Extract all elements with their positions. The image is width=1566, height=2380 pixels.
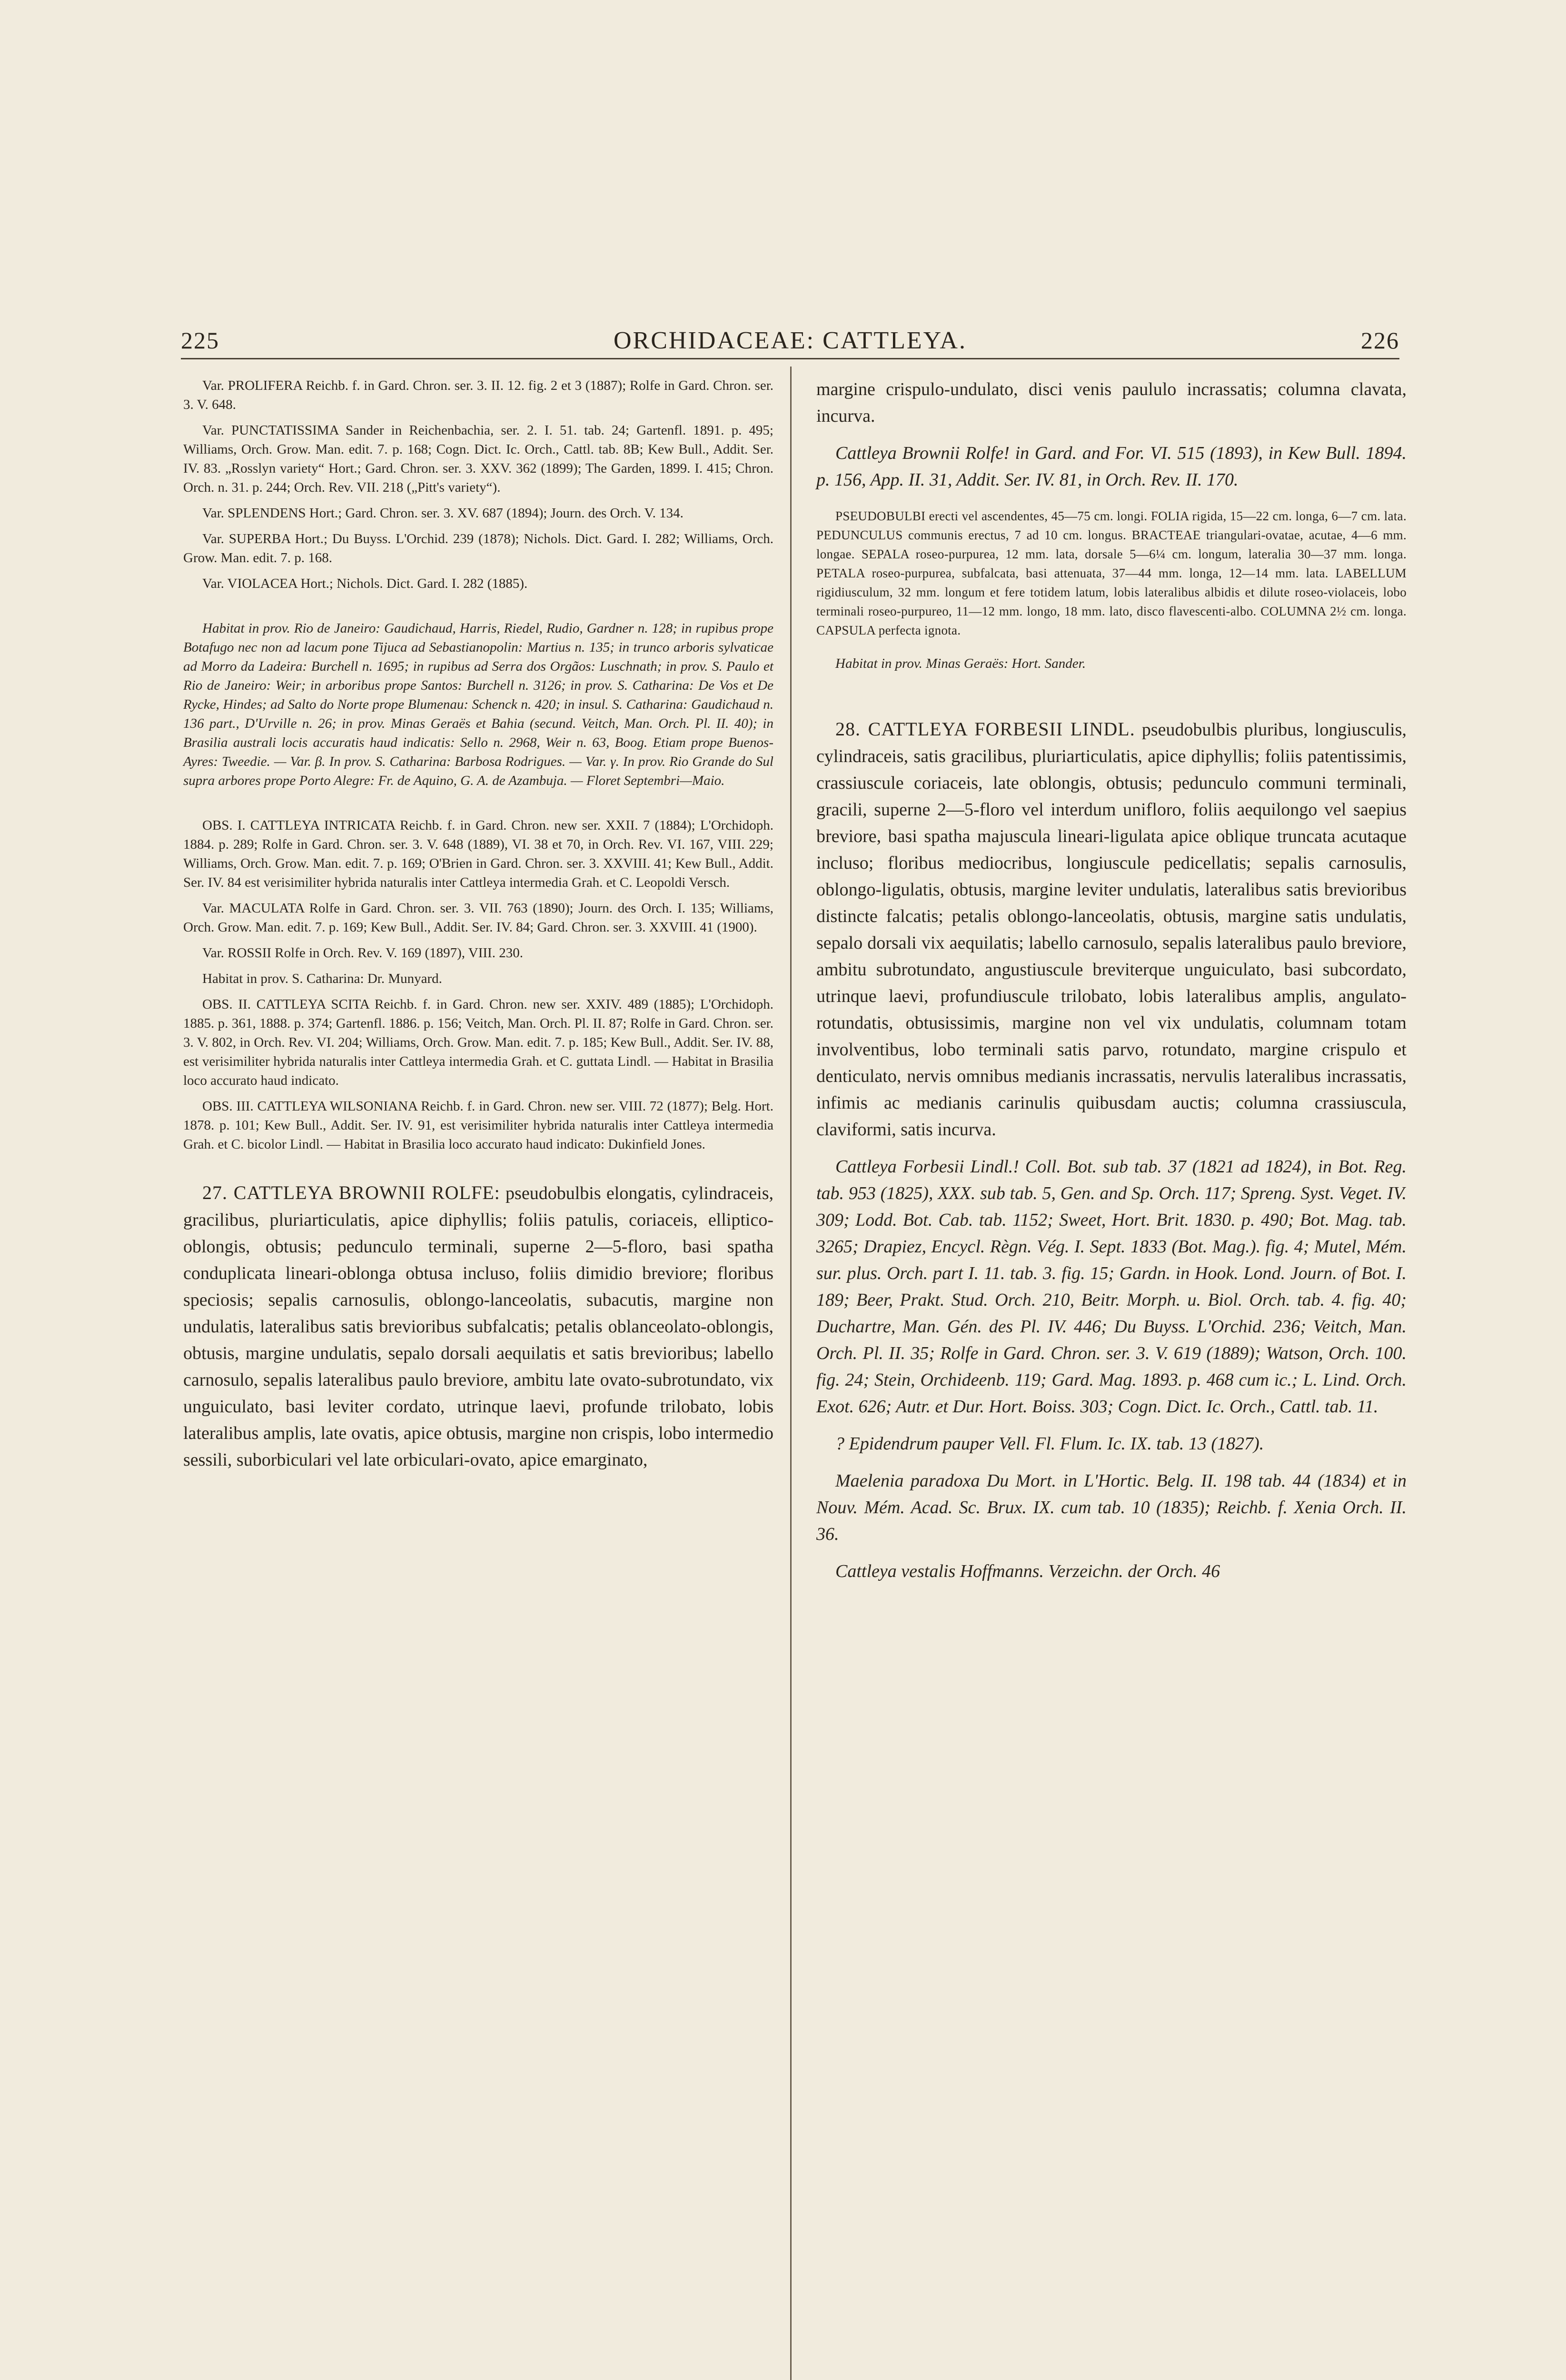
species-27-text: pseudobulbis elongatis, cylindraceis, gracilibus, pluriarticulatis, apice diphyllis; foliis patulis, coriaceis, elliptico-oblongis, obtusis; pedunculo terminali, superne 2—5-floro, basi spatha conduplicata lineari-oblonga obtusa incluso, foliis dimidio breviore; floribus speciosis; sepalis carnosulis, oblongo-lanceolatis, subacutis, margine non undulatis, lateralibus satis brevioribus subfalcatis; petalis oblanceolato-oblongis, obtusis, margine undulatis, sepalo dorsali aequilatis et satis brevioribus; labello carnosulo, sepalis lateralibus paulo breviore, ambitu late ovato-subrotundato, vix unguiculato, basi leviter cordato, utrinque laevi, profunde trilobato, lobis lateralibus amplis, late ovatis, apice obtusis, margine non crispis, lobo intermedio sessili, suborbiculari vel late orbiculari-ovato, apice emarginato, — [183, 1183, 773, 1470]
observation-1-var-maculata: Var. MACULATA Rolfe in Gard. Chron. ser. 3. VII. 763 (1890); Journ. des Orch. I. 135; Williams, Orch. Grow. Man. edit. 7. p. 169; Kew Bull., Addit. Ser. IV. 84; Gard. Chron. ser. 3. XXVIII. 41 (1900). — [183, 901, 773, 935]
spacer — [183, 1160, 773, 1180]
species-27-measurements: PSEUDOBULBI erecti vel ascendentes, 45—75 cm. longi. FOLIA rigida, 15—22 cm. longa, 6—7 cm. lata. PEDUNCULUS communis erectus, 7 ad 10 cm. longus. BRACTEAE triangulari-ovatae, acutae, 4—6 mm. longae. SEPALA roseo-purpurea, 12 mm. lata, dorsale 5—6¼ cm. longum, lateralia 30—37 mm. longa. PETALA roseo-purpurea, subfalcata, basi attenuata, 37—44 mm. longa, 12—14 mm. lata. LABELLUM rigidiusculum, 32 mm. longum et fere totidem latum, lobis lateralibus albidis et dilute roseo-violaceis, lobo terminali roseo-purpureo, 11—12 mm. longo, 18 mm. lato, disco flavescenti-albo. COLUMNA 2½ cm. longa. CAPSULA perfecta ignota. — [816, 509, 1407, 637]
habitat-paragraph: Habitat in prov. Rio de Janeiro: Gaudichaud, Harris, Riedel, Rudio, Gardner n. 128; in rupibus prope Botafugo nec non ad lacum pone Tijuca ad Sebastianopolin: Martius n. 135; in trunco arboris sylvaticae ad Morro da Ladeira: Burchell n. 1695; in rupibus ad Serra dos Orgãos: Luschnath; in prov. S. Paulo et Rio de Janeiro: Weir; in arboribus prope Santos: Burchell n. 3126; in prov. S. Catharina: De Vos et De Rycke, Hindes; ad Salto do Norte prope Blumenau: Schenck n. 420; in insul. S. Catharina: Gaudichaud n. 136 part., D'Urville n. 26; in prov. Minas Geraës et Bahia (secund. Veitch, Man. Orch. Pl. II. 40); in Brasilia australi locis accuratis haud indicatis: Sello n. 2968, Weir n. 63, Boog. Etiam prope Buenos-Ayres: Tweedie. — Var. β. In prov. S. Catharina: Barbosa Rodrigues. — Var. γ. In prov. Rio Grande do Sul supra arbores prope Porto Alegre: Fr. de Aquino, G. A. de Azambuja. — Floret Septembri—Maio. — [183, 621, 773, 788]
page-number-left: 225 — [181, 327, 219, 354]
variety-violacea: Var. VIOLACEA Hort.; Nichols. Dict. Gard. I. 282 (1885). — [202, 576, 528, 591]
species-27-habitat: Habitat in prov. Minas Geraës: Hort. Sander. — [835, 656, 1086, 671]
synonym-maelenia: Maelenia paradoxa Du Mort. in L'Hortic. Belg. II. 198 tab. 44 (1834) et in Nouv. Mém. Acad. Sc. Brux. IX. cum tab. 10 (1835); Reichb. f. Xenia Orch. II. 36. — [816, 1471, 1407, 1544]
page-number-right: 226 — [1361, 327, 1399, 354]
observation-1: OBS. I. CATTLEYA INTRICATA Reichb. f. in Gard. Chron. new ser. XXII. 7 (1884); L'Orchidoph. 1884. p. 289; Rolfe in Gard. Chron. ser. 3. V. 648 (1889), VI. 38 et 70, in Orch. Rev. VI. 167, VIII. 229; Williams, Orch. Grow. Man. edit. 7. p. 169; O'Brien in Gard. Chron. ser. 3. XXVIII. 41; Kew Bull., Addit. Ser. IV. 84 est verisimiliter hybrida naturalis inter Cattleya intermedia Grah. et C. Leopoldi Versch. — [183, 818, 773, 890]
running-title: ORCHIDACEAE: CATTLEYA. — [614, 327, 967, 354]
species-28-text: pseudobulbis pluribus, longiusculis, cylindraceis, satis gracilibus, pluriarticulatis, apice diphyllis; foliis patentissimis, crassiuscule coriaceis, late oblongis, obtusis; pedunculo communi terminali, gracili, superne 2—5-floro vel interdum unifloro, foliis aequilongo vel saepius breviore, basi spatha majuscula lineari-ligulata apice oblique truncata acutaque incluso; floribus mediocribus, longiuscule pedicellatis; sepalis carnosulis, oblongo-ligulatis, obtusis, margine leviter undulatis, lateralibus satis brevioribus distincte falcatis; petalis oblongo-lanceolatis, obtusis, margine satis undulatis, sepalo dorsali vix aequilatis; labello carnosulo, sepalis lateralibus paulo breviore, ambitu subrotundato, angustiuscule breviterque unguiculato, basi subcordato, utrinque laevi, profundiuscule trilobato, lobis lateralibus amplis, angulato-rotundatis, obtusissimis, margine non vel vix undulatis, columnam totam involventibus, lobo terminali satis parvo, rotundato, margine crispulo et denticulato, nervis omnibus medianis incrassatis, nervulis lateralibus incrassatis, infimis ac medianis carinulis quibusdam auctis; columna crassiuscula, claviformi, satis incurva. — [816, 720, 1407, 1140]
varieties-block — [183, 376, 773, 1154]
variety-superba: Var. SUPERBA Hort.; Du Buyss. L'Orchid. 239 (1878); Nichols. Dict. Gard. I. 282; Williams, Orch. Grow. Man. edit. 7. p. 168. — [183, 531, 773, 565]
species-28-description — [816, 716, 1407, 1143]
species-28-citations: Cattleya Forbesii Lindl.! Coll. Bot. sub tab. 37 (1821 ad 1824), in Bot. Reg. tab. 953 (1825), XXX. sub tab. 5, Gen. and Sp. Orch. 117; Spreng. Syst. Veget. IV. 309; Lodd. Bot. Cab. tab. 1152; Sweet, Hort. Brit. 1830. p. 490; Bot. Mag. tab. 3265; Drapiez, Encycl. Règn. Vég. I. Sept. 1833 (Bot. Mag.). fig. 4; Mutel, Mém. sur. plus. Orch. part I. 11. tab. 3. fig. 15; Gardn. in Hook. Lond. Journ. of Bot. I. 189; Beer, Prakt. Stud. Orch. 210, Beitr. Morph. u. Biol. Orch. tab. 4. fig. 40; Duchartre, Man. Gén. des Pl. IV. 446; Du Buyss. L'Orchid. 236; Veitch, Man. Orch. Pl. II. 35; Rolfe in Gard. Chron. ser. 3. V. 619 (1889); Watson, Orch. 100. fig. 24; Stein, Orchideenb. 119; Gard. Mag. 1893. p. 468 cum ic.; L. Lind. Orch. Exot. 626; Autr. et Dur. Hort. Boiss. 303; Cogn. Dict. Ic. Orch., Cattl. tab. 11. — [816, 1157, 1407, 1417]
variety-prolifera: Var. PROLIFERA Reichb. f. in Gard. Chron. ser. 3. II. 12. fig. 2 et 3 (1887); Rolfe in Gard. Chron. ser. 3. V. 648. — [183, 378, 773, 412]
header-rule — [181, 358, 1399, 359]
observation-3: OBS. III. CATTLEYA WILSONIANA Reichb. f. in Gard. Chron. new ser. VIII. 72 (1877); Belg. Hort. 1878. p. 101; Kew Bull., Addit. Ser. IV. 91, est verisimiliter hybrida naturalis inter Cattleya intermedia Grah. et C. bicolor Lindl. — Habitat in Brasilia loco accurato haud indicato: Dukinfield Jones. — [183, 1099, 773, 1152]
left-column — [183, 376, 773, 1484]
right-column — [816, 376, 1407, 1595]
species-27-description — [183, 1180, 773, 1473]
column-divider — [790, 367, 792, 2380]
synonym-epidendrum: ? Epidendrum pauper Vell. Fl. Flum. Ic. IX. tab. 13 (1827). — [835, 1434, 1264, 1454]
species-27-title: 27. CATTLEYA BROWNII ROLFE: — [202, 1182, 500, 1203]
spacer — [183, 797, 773, 816]
observation-1-habitat: Habitat in prov. S. Catharina: Dr. Munyard. — [202, 971, 442, 986]
variety-splendens: Var. SPLENDENS Hort.; Gard. Chron. ser. 3. XV. 687 (1894); Journ. des Orch. V. 134. — [202, 506, 684, 521]
species-27-citations: Cattleya Brownii Rolfe! in Gard. and For. VI. 515 (1893), in Kew Bull. 1894. p. 156, App. II. 31, Addit. Ser. IV. 81, in Orch. Rev. II. 170. — [816, 443, 1407, 490]
variety-punctatissima: Var. PUNCTATISSIMA Sander in Reichenbachia, ser. 2. I. 51. tab. 24; Gartenfl. 1891. p. 495; Williams, Orch. Grow. Man. edit. 7. p. 168; Cogn. Dict. Ic. Orch., Cattl. tab. 8B; Kew Bull., Addit. Ser. IV. 83. „Rosslyn variety“ Hort.; Gard. Chron. ser. 3. XXV. 362 (1899); The Garden, 1899. I. 415; Chron. Orch. n. 31. p. 244; Orch. Rev. VII. 218 („Pitt's variety“). — [183, 423, 773, 495]
species-27-continuation: margine crispulo-undulato, disci venis paululo incrassatis; columna clavata, incurva. — [816, 379, 1407, 426]
observation-1-var-rossii: Var. ROSSII Rolfe in Orch. Rev. V. 169 (1897), VIII. 230. — [202, 945, 523, 961]
species-28-title: 28. CATTLEYA FORBESII LINDL. — [835, 718, 1135, 740]
spacer — [183, 600, 773, 619]
observation-2: OBS. II. CATTLEYA SCITA Reichb. f. in Gard. Chron. new ser. XXIV. 489 (1885); L'Orchidoph. 1885. p. 361, 1888. p. 374; Gartenfl. 1886. p. 156; Veitch, Man. Orch. Pl. II. 87; Rolfe in Gard. Chron. ser. 3. V. 802, in Orch. Rev. VI. 204; Williams, Orch. Grow. Man. edit. 7. p. 185; Kew Bull., Addit. Ser. IV. 88, est verisimiliter hybrida naturalis inter Cattleya intermedia Grah. et C. guttata Lindl. — Habitat in Brasilia loco accurato haud indicato. — [183, 997, 773, 1088]
synonym-vestalis: Cattleya vestalis Hoffmanns. Verzeichn. der Orch. 46 — [835, 1561, 1220, 1581]
